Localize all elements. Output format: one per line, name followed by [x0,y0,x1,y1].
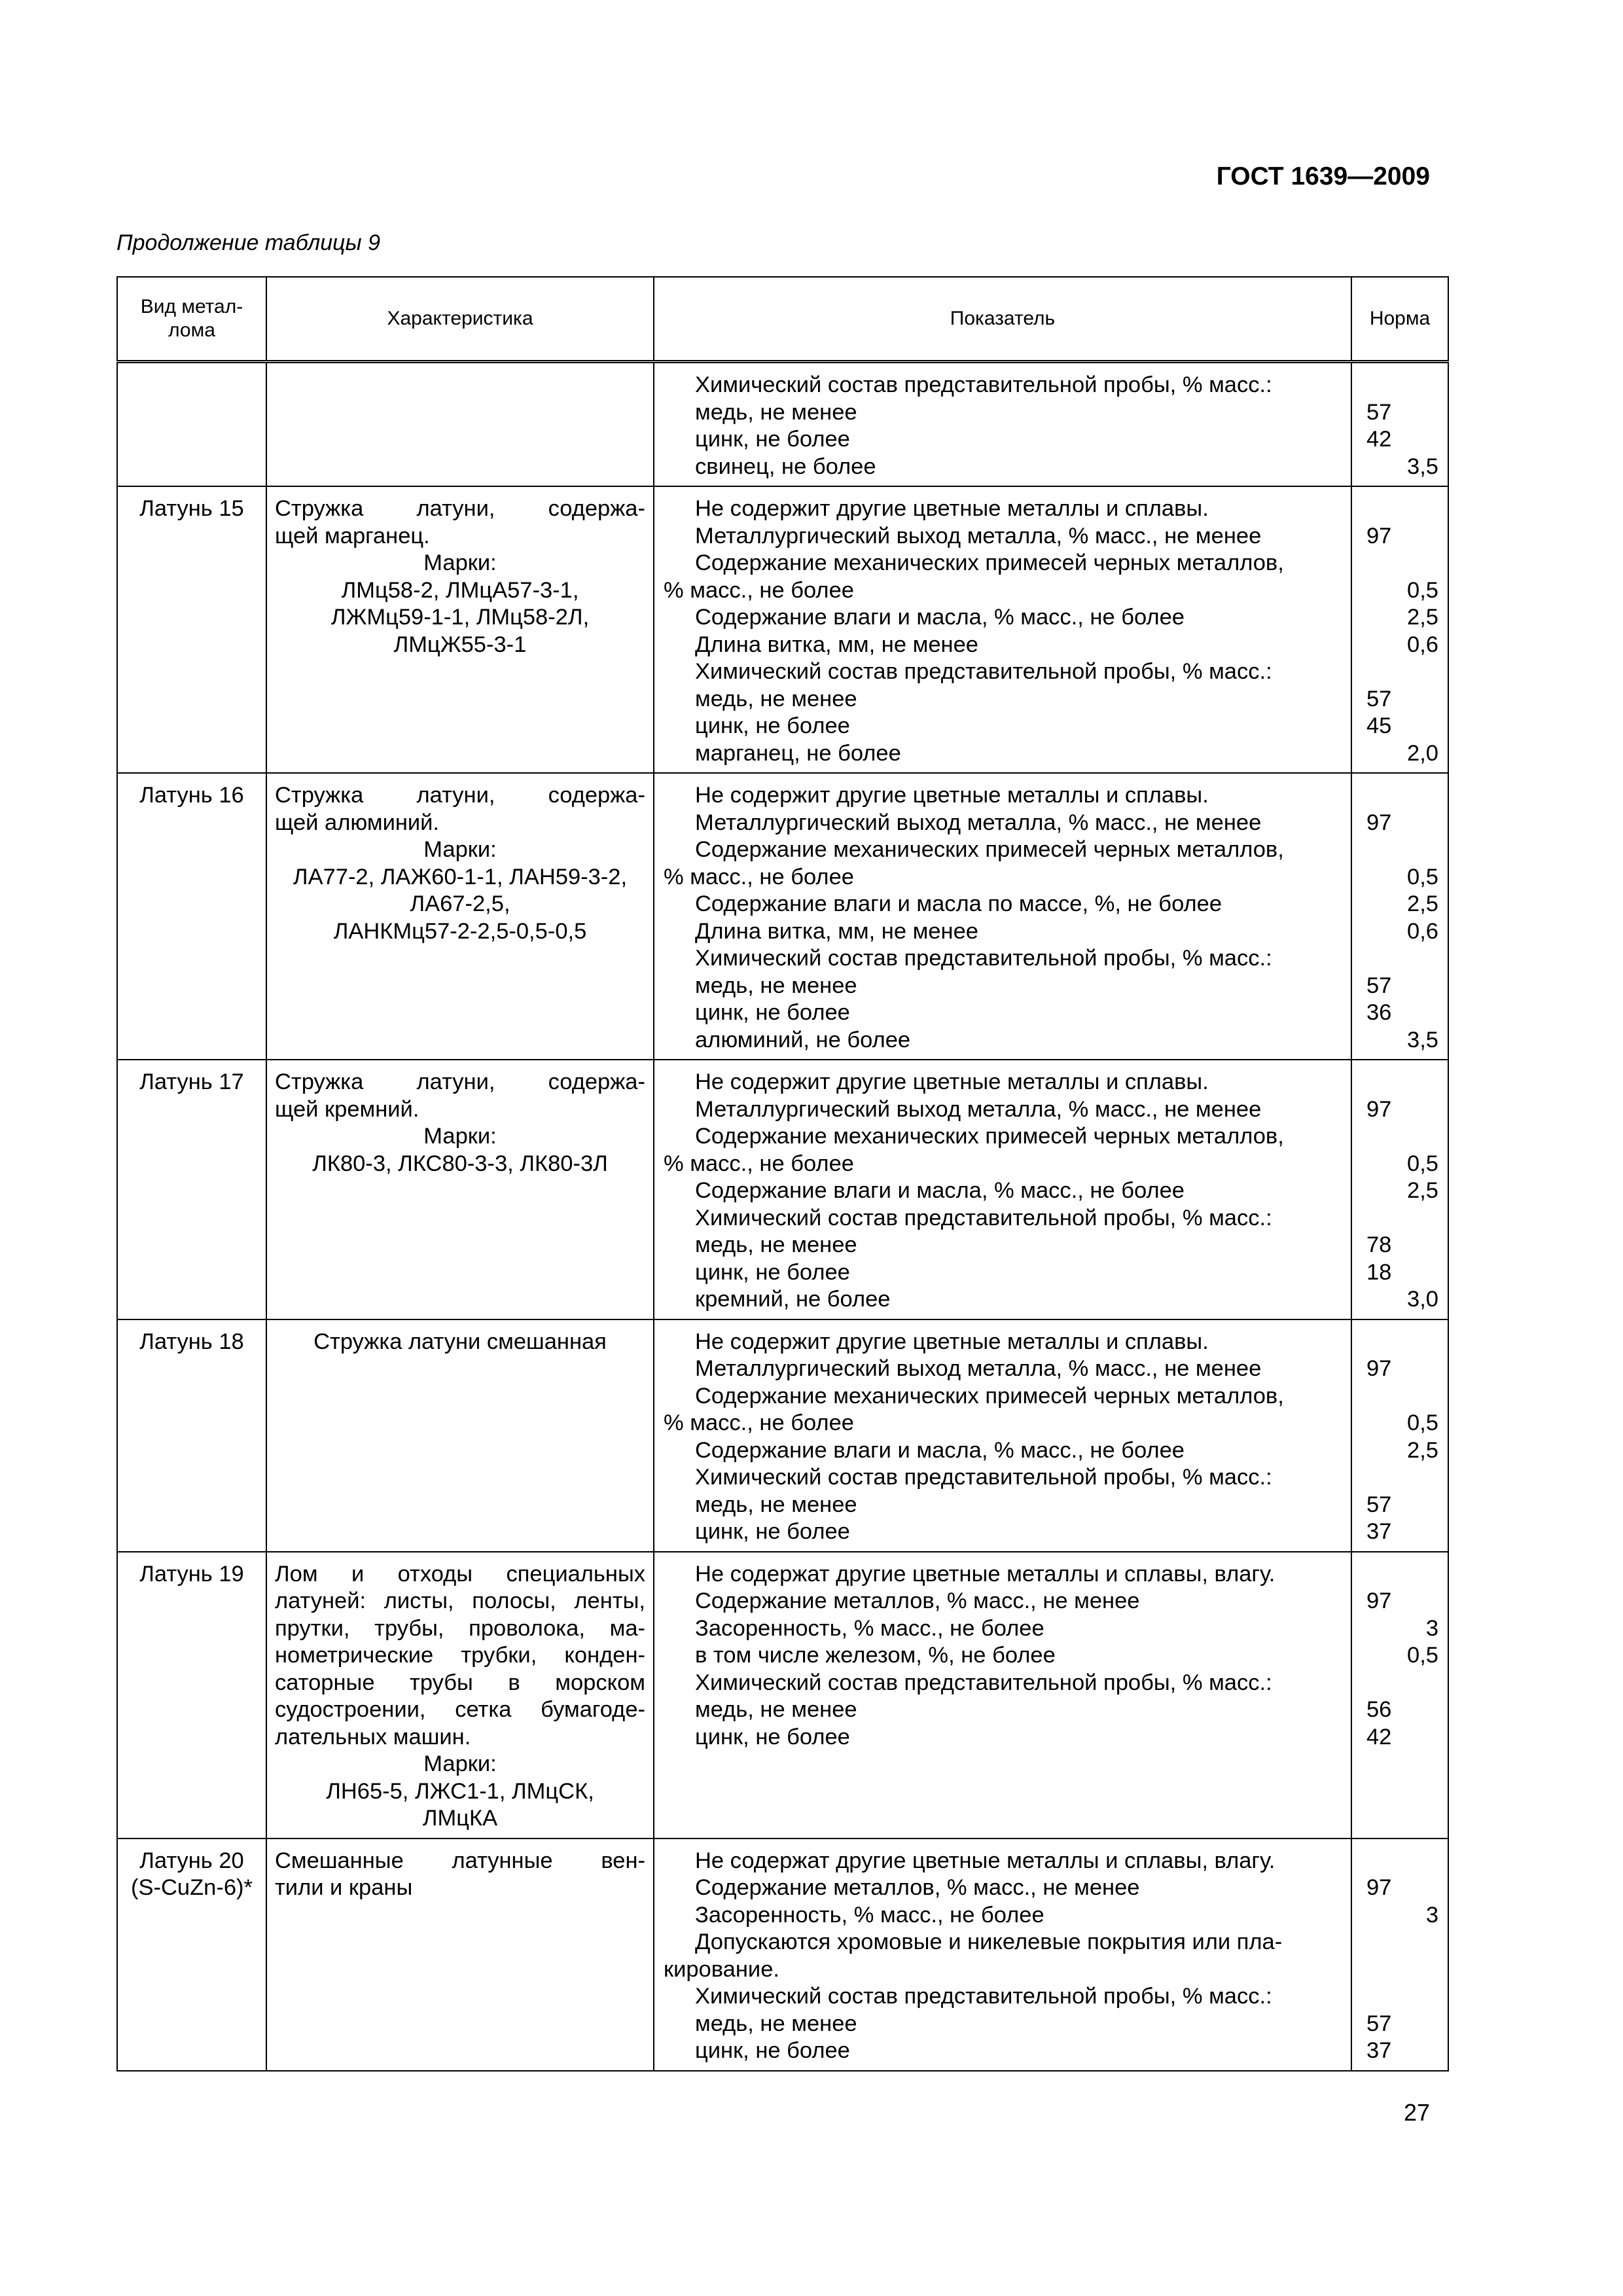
indicator-line: Содержание механических примесей черных металлов, [695,550,1284,575]
norm-value [1366,1929,1438,1956]
characteristic-line: ЛЖМц59-1-1, ЛМц58-2Л, [330,605,590,630]
table-row [117,486,1448,773]
norm-value [1366,372,1438,399]
characteristic-line: лательных машин. [275,1724,471,1749]
characteristic-line: Марки: [423,550,497,575]
indicator-line: % масс., не более [664,1151,854,1176]
norm-value [1366,495,1438,523]
characteristic-line: Смешанные латунные вен- [275,1848,645,1873]
indicator-line: Металлургический выход металла, % масс., не менее [695,810,1262,835]
indicator-line: % масс., не более [664,1410,854,1435]
norm-value [1366,945,1438,973]
characteristic-cell [266,362,654,487]
scrap-grade-line: Латунь 19 [139,1561,244,1587]
norm-value: 0,5 [1407,577,1438,603]
table-row [117,773,1448,1060]
indicator-line: % масс., не более [664,577,854,603]
scrap-grade [118,1839,266,1907]
characteristic-line: Стружка латуни, содержа- [275,1069,645,1094]
indicator-list [654,1060,1351,1319]
characteristic-line: Стружка латуни, содержа- [275,496,645,521]
header-characteristic: Характеристика [266,277,654,362]
indicator-line: Содержание металлов, % масс., не менее [695,1875,1140,1900]
norm-value: 57 [1366,2011,1392,2036]
characteristic-cell [266,1552,654,1839]
indicator-list [654,1320,1351,1551]
norm-value [1366,1329,1438,1356]
characteristic [267,774,653,950]
characteristic [267,1060,653,1183]
characteristic-line: нометрические трубки, конден- [275,1643,645,1668]
norm-value [1366,1983,1438,2011]
norm-list [1352,363,1448,486]
norm-value: 57 [1366,1492,1392,1517]
norm-list [1352,487,1448,772]
indicator-line: Химический состав представительной пробы, % масс.: [695,659,1272,684]
document-code: ГОСТ 1639—2009 [1216,162,1430,190]
indicator-list [654,1552,1351,1757]
indicator-line: Содержание влаги и масла, % масс., не более [695,1437,1185,1463]
characteristic-line: Стружка латуни смешанная [313,1329,607,1354]
scrap-grade-cell [117,1060,266,1319]
indicator-line: Содержание влаги и масла по массе, %, не более [695,891,1222,916]
header-scrap-type-line: Вид метал- [140,296,243,317]
indicator-line: кремний, не более [695,1287,891,1312]
norm-value: 2,5 [1407,1178,1438,1203]
characteristic-line: щей алюминий. [275,810,440,835]
norm-value [1366,550,1438,577]
page-number: 27 [1403,2099,1430,2126]
indicator-line: медь, не менее [695,399,857,425]
characteristic [267,1839,653,1907]
indicator-line: медь, не менее [695,973,857,998]
characteristic [267,363,653,377]
indicator-line: медь, не менее [695,2011,857,2036]
norm-value [1366,1205,1438,1232]
scrap-characteristics-table [116,276,1449,2072]
norm-list [1352,1060,1448,1319]
indicator-list [654,487,1351,772]
indicator-line: Содержание металлов, % масс., не менее [695,1588,1140,1613]
norm-cell [1351,362,1448,487]
norm-value [1366,658,1438,686]
indicator-cell [654,1552,1351,1839]
indicator-line: Химический состав представительной пробы, % масс.: [695,1670,1272,1695]
characteristic-cell [266,1839,654,2071]
norm-list [1352,1839,1448,2070]
characteristic-line: ЛА77-2, ЛАЖ60-1-1, ЛАН59-3-2, [293,864,628,889]
characteristic-line: ЛМц58-2, ЛМцА57-3-1, [341,577,579,603]
norm-value: 97 [1366,523,1392,548]
header-norm: Норма [1351,277,1448,362]
header-scrap-type [117,277,266,362]
norm-value [1366,1561,1438,1588]
norm-value: 2,0 [1407,740,1438,766]
indicator-list [654,1839,1351,2070]
indicator-line: Засоренность, % масс., не более [695,1615,1044,1641]
indicator-line: Содержание механических примесей черных металлов, [695,1383,1284,1408]
indicator-line: Содержание влаги и масла, % масс., не более [695,1178,1185,1203]
norm-value: 2,5 [1407,891,1438,916]
norm-value: 0,6 [1407,918,1438,944]
norm-value: 0,5 [1407,1410,1438,1435]
scrap-grade [118,1060,266,1102]
characteristic-line: щей кремний. [275,1096,419,1122]
scrap-grade-cell [117,1839,266,2071]
scrap-grade [118,1320,266,1361]
indicator-line: Не содержит другие цветные металлы и сплавы. [695,783,1209,808]
norm-value: 3 [1425,1615,1438,1641]
characteristic-line: Марки: [423,1751,497,1776]
characteristic-line: Марки: [423,837,497,862]
indicator-line: Металлургический выход металла, % масс., не менее [695,523,1262,548]
norm-value [1366,1069,1438,1096]
characteristic [267,1320,653,1361]
norm-value: 57 [1366,686,1392,711]
norm-value: 37 [1366,1519,1392,1544]
characteristic-cell [266,486,654,773]
indicator-line: цинк, не более [695,427,850,452]
scrap-grade-cell [117,362,266,487]
indicator-line: Химический состав представительной пробы, % масс.: [695,946,1272,971]
norm-value: 36 [1366,1000,1392,1025]
indicator-line: медь, не менее [695,1492,857,1517]
norm-cell [1351,1552,1448,1839]
table-row [117,1552,1448,1839]
norm-value [1366,1670,1438,1697]
characteristic-line: Лом и отходы специальных [275,1561,645,1587]
characteristic-line: прутки, трубы, проволока, ма- [275,1615,645,1641]
norm-cell [1351,486,1448,773]
header-indicator: Показатель [654,277,1351,362]
indicator-line: Не содержит другие цветные металлы и сплавы. [695,1329,1209,1354]
characteristic-line: судостроении, сетка бумагоде- [275,1697,645,1722]
norm-cell [1351,1839,1448,2071]
indicator-cell [654,486,1351,773]
table-row [117,1839,1448,2071]
indicator-line: цинк, не более [695,713,850,738]
indicator-line: Химический состав представительной пробы, % масс.: [695,372,1272,397]
characteristic-line: ЛН65-5, ЛЖС1-1, ЛМцСК, [326,1778,594,1804]
table-row [117,362,1448,487]
indicator-line: Химический состав представительной пробы, % масс.: [695,1465,1272,1490]
scrap-grade-cell [117,1319,266,1552]
indicator-line: Химический состав представительной пробы, % масс.: [695,1205,1272,1230]
norm-value: 0,5 [1407,1151,1438,1176]
indicator-cell [654,1319,1351,1552]
norm-value [1366,1123,1438,1151]
characteristic-line: тили и краны [275,1875,413,1900]
norm-value: 97 [1366,810,1392,835]
indicator-line: цинк, не более [695,1519,850,1544]
norm-cell [1351,773,1448,1060]
scrap-grade [118,774,266,815]
characteristic-cell [266,773,654,1060]
norm-value: 0,5 [1407,864,1438,889]
indicator-list [654,363,1351,486]
scrap-grade-cell [117,486,266,773]
norm-value [1366,1383,1438,1410]
norm-list [1352,1552,1448,1757]
indicator-line: в том числе железом, %, не более [695,1643,1056,1668]
scrap-grade-line: Латунь 20 [139,1848,244,1873]
norm-value: 3,5 [1407,454,1438,479]
scrap-grade-line: Латунь 16 [139,783,244,808]
norm-cell [1351,1319,1448,1552]
indicator-line: цинк, не более [695,1259,850,1285]
characteristic-cell [266,1319,654,1552]
indicator-line: цинк, не более [695,2038,850,2063]
indicator-line: кирование. [664,1956,779,1982]
characteristic-line: латуней: листы, полосы, ленты, [275,1588,645,1613]
table-row [117,1319,1448,1552]
scrap-grade [118,363,266,377]
indicator-line: Содержание механических примесей черных металлов, [695,1124,1284,1149]
indicator-line: Длина витка, мм, не менее [695,918,978,944]
norm-value [1366,782,1438,810]
indicator-line: Не содержит другие цветные металлы и сплавы. [695,1069,1209,1094]
norm-value [1366,1956,1438,1984]
indicator-line: цинк, не более [695,1000,850,1025]
indicator-line: свинец, не более [695,454,876,479]
scrap-grade [118,1552,266,1594]
indicator-line: Металлургический выход металла, % масс., не менее [695,1356,1262,1381]
characteristic-line: саторные трубы в морском [275,1670,645,1695]
scrap-grade-line: (S-CuZn-6)* [131,1875,253,1900]
indicator-line: медь, не менее [695,686,857,711]
characteristic-line: ЛМцЖ55-3-1 [393,632,527,657]
scrap-grade-line: Латунь 17 [139,1069,244,1094]
norm-value: 2,5 [1407,605,1438,630]
table-row [117,1060,1448,1319]
indicator-cell [654,773,1351,1060]
norm-value: 57 [1366,399,1392,425]
norm-value: 97 [1366,1096,1392,1122]
characteristic-line: щей марганец. [275,523,430,548]
indicator-line: Засоренность, % масс., не более [695,1902,1044,1928]
norm-value: 56 [1366,1697,1392,1722]
indicator-line: медь, не менее [695,1232,857,1257]
indicator-cell [654,1060,1351,1319]
characteristic-line: Стружка латуни, содержа- [275,783,645,808]
norm-value: 3,0 [1407,1287,1438,1312]
table-header-row [117,277,1448,362]
norm-value: 78 [1366,1232,1392,1257]
norm-value: 42 [1366,427,1392,452]
norm-value: 97 [1366,1356,1392,1381]
header-scrap-type-line: лома [168,319,215,341]
characteristic-line: ЛА67-2,5, [410,891,510,916]
indicator-cell [654,1839,1351,2071]
scrap-grade [118,487,266,528]
scrap-grade-cell [117,1552,266,1839]
norm-cell [1351,1060,1448,1319]
norm-value: 18 [1366,1259,1392,1285]
characteristic-line: ЛМцКА [422,1806,498,1831]
norm-value [1366,1464,1438,1492]
norm-value: 42 [1366,1724,1392,1749]
norm-list [1352,1320,1448,1551]
scrap-grade-line: Латунь 15 [139,496,244,521]
indicator-line: Допускаются хромовые и никелевые покрытия или пла- [695,1929,1283,1954]
scrap-grade-line: Латунь 18 [139,1329,244,1354]
indicator-line: Содержание механических примесей черных металлов, [695,837,1284,862]
norm-list [1352,774,1448,1059]
indicator-line: Длина витка, мм, не менее [695,632,978,657]
indicator-line: Металлургический выход металла, % масс., не менее [695,1096,1262,1122]
indicator-line: % масс., не более [664,864,854,889]
norm-value: 97 [1366,1875,1392,1900]
indicator-line: Не содержат другие цветные металлы и сплавы, влагу. [695,1561,1275,1587]
norm-value: 57 [1366,973,1392,998]
norm-value: 45 [1366,713,1392,738]
indicator-line: марганец, не более [695,740,901,766]
indicator-line: алюминий, не более [695,1027,911,1052]
characteristic-line: Марки: [423,1124,497,1149]
norm-value [1366,836,1438,864]
norm-value: 0,5 [1407,1643,1438,1668]
indicator-cell [654,362,1351,487]
norm-value: 37 [1366,2038,1392,2063]
indicator-line: Содержание влаги и масла, % масс., не более [695,605,1185,630]
characteristic-cell [266,1060,654,1319]
norm-value: 3 [1425,1902,1438,1928]
indicator-list [654,774,1351,1059]
indicator-line: Не содержит другие цветные металлы и сплавы. [695,496,1209,521]
characteristic [267,1552,653,1838]
indicator-line: медь, не менее [695,1697,857,1722]
norm-value: 0,6 [1407,632,1438,657]
indicator-line: Не содержат другие цветные металлы и сплавы, влагу. [695,1848,1275,1873]
norm-value [1366,1848,1438,1875]
characteristic [267,487,653,664]
characteristic-line: ЛАНКМц57-2-2,5-0,5-0,5 [333,918,587,944]
indicator-line: цинк, не более [695,1724,850,1749]
indicator-line: Химический состав представительной пробы, % масс.: [695,1984,1272,2009]
scrap-grade-cell [117,773,266,1060]
norm-value: 3,5 [1407,1027,1438,1052]
norm-value: 2,5 [1407,1437,1438,1463]
norm-value: 97 [1366,1588,1392,1613]
table-caption: Продолжение таблицы 9 [116,230,380,255]
characteristic-line: ЛК80-3, ЛКС80-3-3, ЛК80-3Л [312,1151,608,1176]
